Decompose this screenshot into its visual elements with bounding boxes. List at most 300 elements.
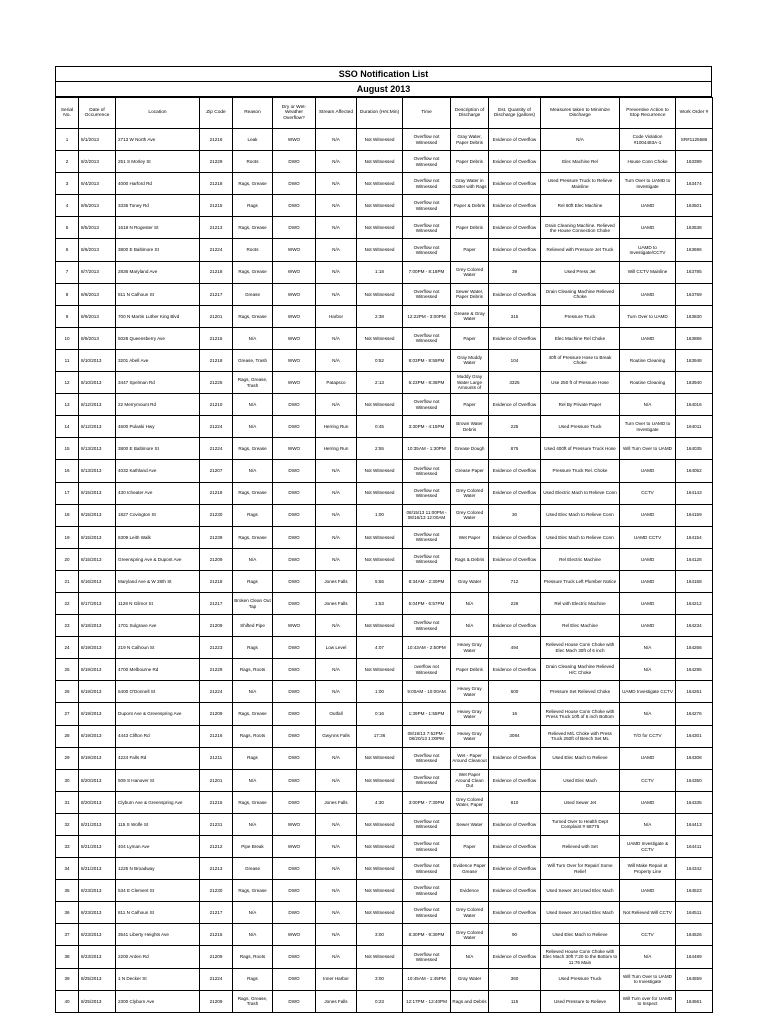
table-cell: 19 — [56, 526, 79, 548]
table-cell: Paper Debris — [451, 659, 489, 681]
table-cell: Rags, Grease — [233, 880, 273, 902]
table-cell: N/A — [233, 902, 273, 924]
table-cell: Turn Over to UAMD to Investigate — [620, 416, 676, 438]
table-cell: 21216 — [200, 725, 233, 747]
table-cell: Used Elec Mach to Relieve — [541, 924, 620, 946]
table-cell: 21215 — [200, 924, 233, 946]
table-cell: 8/10/2013 — [79, 349, 116, 371]
table-cell: 2:13 — [357, 372, 403, 394]
table-row — [56, 902, 713, 924]
table-cell: Muddy Gray Water Large Amounts of — [451, 372, 489, 394]
table-cell: Not Witnessed — [357, 813, 403, 835]
table-row — [56, 239, 713, 261]
table-cell: 115 S Wolfe St — [116, 813, 200, 835]
table-cell: 21209 — [200, 946, 233, 968]
table-cell: 8/16/2013 — [79, 570, 116, 592]
table-cell: 1:00 — [357, 681, 403, 703]
table-cell: DWO — [273, 637, 316, 659]
table-cell: 21217 — [200, 592, 233, 614]
table-cell: 31 — [56, 791, 79, 813]
table-row — [56, 526, 713, 548]
table-cell: N/A — [620, 703, 676, 725]
table-cell: 28 — [56, 725, 79, 747]
table-cell: 1:53 — [357, 592, 403, 614]
table-cell: 26 — [56, 681, 79, 703]
table-cell: 1 — [56, 129, 79, 151]
table-cell: N/A — [316, 526, 357, 548]
table-cell: 1827 Covington St — [116, 504, 200, 526]
table-cell: N/A — [233, 769, 273, 791]
table-cell: N/A — [316, 394, 357, 416]
table-cell: 164350 — [676, 769, 713, 791]
table-cell: Heavy Gray Water — [451, 725, 489, 747]
table-cell: 5028 Queensberry Ave — [116, 327, 200, 349]
table-cell: UAMD — [620, 592, 676, 614]
table-cell: N/A — [316, 924, 357, 946]
table-cell: Rags — [233, 637, 273, 659]
column-header: Duration (Hrs:Min) — [357, 98, 403, 129]
table-cell: 25 — [56, 659, 79, 681]
table-cell: Relieved House Conn Choke with Press Truck 10ft of 6 inch Bottom — [541, 703, 620, 725]
table-cell: Overflow not Witnessed — [403, 173, 451, 195]
table-cell: Drain Cleaning Machine. Relieved the House Connection Choke — [541, 217, 620, 239]
table-cell: SR#1125686 — [676, 129, 713, 151]
table-cell: Grease & Gray Water — [451, 305, 489, 327]
column-header: Serial No. — [56, 98, 79, 129]
table-cell: 2200 Arden Rd — [116, 946, 200, 968]
table-cell: Used Elec Mach to Relieve Conn — [541, 526, 620, 548]
table-cell: 8/23/2013 — [79, 924, 116, 946]
table-cell: 33 — [56, 836, 79, 858]
table-cell: DWO — [273, 460, 316, 482]
table-cell: Not Witnessed — [357, 946, 403, 968]
table-row — [56, 637, 713, 659]
table-cell: Rags — [233, 195, 273, 217]
table-cell: Evidence of Overflow — [489, 526, 541, 548]
table-cell: 8/20/2013 — [79, 769, 116, 791]
table-cell: Elec Machine Rel Choke — [541, 327, 620, 349]
table-body — [56, 129, 713, 1013]
table-cell: Overflow not Witnessed — [403, 460, 451, 482]
table-cell: 17:36 — [357, 725, 403, 747]
table-row — [56, 504, 713, 526]
table-cell: Gray Water, Paper Debris — [451, 129, 489, 151]
report-sheet — [55, 66, 712, 1013]
table-cell: Rel Elec Machine — [541, 615, 620, 637]
table-cell: Evidence of Overflow — [489, 836, 541, 858]
table-cell: DWO — [273, 592, 316, 614]
table-cell: DWO — [273, 173, 316, 195]
table-cell: Not Witnessed — [357, 173, 403, 195]
table-cell: N/A — [233, 924, 273, 946]
table-cell: 34 — [56, 858, 79, 880]
table-cell: Evidence — [451, 880, 489, 902]
table-cell: Used Pressure Truck to Relieve Mainline — [541, 173, 620, 195]
table-cell: Used Sewer Jet — [541, 791, 620, 813]
table-cell: Rags, Grease, Trash — [233, 372, 273, 394]
table-cell: Roots — [233, 239, 273, 261]
table-cell: WWO — [273, 615, 316, 637]
table-cell: 21218 — [200, 570, 233, 592]
table-cell: Used Pressure Truck — [541, 968, 620, 990]
table-cell: 8/20/2013 — [79, 791, 116, 813]
table-cell: Gwynns Falls — [316, 725, 357, 747]
table-cell: 164035 — [676, 438, 713, 460]
table-cell: 21217 — [200, 902, 233, 924]
table-cell: 4:30 — [357, 791, 403, 813]
table-cell: UAMD — [620, 548, 676, 570]
column-header: Description of Discharge — [451, 98, 489, 129]
table-cell: 164301 — [676, 725, 713, 747]
table-cell: Evidence of Overflow — [489, 460, 541, 482]
table-cell: 21211 — [200, 747, 233, 769]
table-cell: N/A — [620, 946, 676, 968]
table-cell: Rags — [233, 747, 273, 769]
table-cell: 6:30PM - 9:30PM — [403, 924, 451, 946]
table-cell: N/A — [316, 349, 357, 371]
table-cell: Sewer Water, Paper Debris — [451, 283, 489, 305]
table-cell: Evidence of Overflow — [489, 769, 541, 791]
table-cell: 3800 E Baltimore St — [116, 239, 200, 261]
table-cell: 6 — [56, 239, 79, 261]
table-cell: Maryland Ave & W 28th St — [116, 570, 200, 592]
table-cell: N/A — [316, 858, 357, 880]
table-cell: Rel with Electric Machine — [541, 592, 620, 614]
table-cell: 8 — [56, 283, 79, 305]
table-cell: 21215 — [200, 195, 233, 217]
table-cell: 8/13/2013 — [79, 460, 116, 482]
table-cell: 8/23/2013 — [79, 946, 116, 968]
table-cell: Rags, Grease — [233, 173, 273, 195]
table-cell: Not Witnessed — [357, 283, 403, 305]
table-cell: N/A — [451, 946, 489, 968]
table-cell: Evidence Paper Grease — [451, 858, 489, 880]
table-cell: Overflow not Witnessed — [403, 526, 451, 548]
table-row — [56, 615, 713, 637]
table-cell: Evidence of Overflow — [489, 615, 541, 637]
table-cell: Drain Cleaning Machine Relieved Choke — [541, 283, 620, 305]
table-cell: 8/19/2013 — [79, 681, 116, 703]
table-cell: Pressure Truck — [541, 305, 620, 327]
table-cell: Clyburn Ave & Greenspring Ave — [116, 791, 200, 813]
table-cell: 163948 — [676, 349, 713, 371]
table-cell: N/A — [316, 769, 357, 791]
table-cell: 226 — [489, 592, 541, 614]
table-cell: DWO — [273, 217, 316, 239]
table-cell: N/A — [541, 129, 620, 151]
table-cell: N/A — [233, 416, 273, 438]
column-header: Time — [403, 98, 451, 129]
table-cell: Evidence of Overflow — [489, 548, 541, 570]
table-cell: 18 — [56, 504, 79, 526]
table-cell: Paper — [451, 394, 489, 416]
table-cell: DWO — [273, 769, 316, 791]
table-cell: 8/19/2013 — [79, 747, 116, 769]
table-cell: Grease, Trash — [233, 349, 273, 371]
table-cell: Dupont Ave & Greenspring Ave — [116, 703, 200, 725]
table-cell: Relieved with Set — [541, 836, 620, 858]
table-cell: CCTV — [620, 924, 676, 946]
table-cell: Not Witnessed — [357, 460, 403, 482]
table-cell: Wet Paper — [451, 526, 489, 548]
table-cell: DWO — [273, 394, 316, 416]
table-cell: N/A — [620, 394, 676, 416]
table-cell: 164523 — [676, 880, 713, 902]
table-cell: Overflow not Witnessed — [403, 880, 451, 902]
table-cell: 811 N Calhoun St — [116, 902, 200, 924]
table-cell: Elec Machine Rel — [541, 151, 620, 173]
report-title: SSO Notification List — [55, 66, 712, 81]
table-cell: Herring Run — [316, 438, 357, 460]
table-cell: UAMD — [620, 460, 676, 482]
table-cell: 164335 — [676, 791, 713, 813]
table-cell: 8/19/2013 — [79, 703, 116, 725]
table-cell: Grey Colored Water — [451, 261, 489, 283]
table-cell: 163830 — [676, 305, 713, 327]
table-row — [56, 570, 713, 592]
table-cell: Not Witnessed — [357, 902, 403, 924]
table-cell: Evidence of Overflow — [489, 327, 541, 349]
table-cell: Used Electric Mach to Relieve Conn — [541, 482, 620, 504]
table-cell: UAMD — [620, 791, 676, 813]
table-cell: Rags, Grease — [233, 791, 273, 813]
table-cell: UAMD Investigate CCTV — [620, 681, 676, 703]
table-cell: N/A — [316, 151, 357, 173]
table-cell: 4 — [56, 195, 79, 217]
table-cell: Will Turn Over to UAMD to Investigate — [620, 968, 676, 990]
table-cell: DWO — [273, 570, 316, 592]
table-cell: Not Witnessed — [357, 394, 403, 416]
table-cell: 21224 — [200, 681, 233, 703]
table-cell: Drain Cleaning Machine Relieved H/C Choke — [541, 659, 620, 681]
table-cell: 4600 Pulaski Hwy — [116, 416, 200, 438]
table-row — [56, 836, 713, 858]
table-cell: 4032 Kathland Ave — [116, 460, 200, 482]
table-cell: Evidence of Overflow — [489, 813, 541, 835]
table-cell: 32 — [56, 813, 79, 835]
table-cell: Rags, Grease — [233, 482, 273, 504]
table-cell: Heavy Gray Water — [451, 681, 489, 703]
table-row — [56, 394, 713, 416]
table-cell: Rags, Grease — [233, 261, 273, 283]
table-cell: 13 — [56, 394, 79, 416]
table-cell: Overflow not Witnessed — [403, 769, 451, 791]
table-cell: Will Turn Over to UAMD — [620, 438, 676, 460]
table-cell: 5:04PM - 6:57PM — [403, 592, 451, 614]
table-cell: 6309 Leith Walk — [116, 526, 200, 548]
table-cell: 3:00 — [357, 968, 403, 990]
table-cell: Rel 60ft Elec Machine — [541, 195, 620, 217]
table-cell: DWO — [273, 659, 316, 681]
table-cell: N/A — [316, 504, 357, 526]
table-cell: WWO — [273, 813, 316, 835]
table-cell: 1701 Sulgrave Ave — [116, 615, 200, 637]
table-cell: Overflow not Witnessed — [403, 615, 451, 637]
table-cell: DWO — [273, 858, 316, 880]
table-cell: Evidence of Overflow — [489, 129, 541, 151]
table-row — [56, 129, 713, 151]
table-row — [56, 924, 713, 946]
table-cell: 1:39PM - 1:55PM — [403, 703, 451, 725]
table-cell: 164154 — [676, 526, 713, 548]
table-cell: 8/13/2013 — [79, 438, 116, 460]
table-cell: Broken Clean Out Tap — [233, 592, 273, 614]
table-cell: N/A — [316, 813, 357, 835]
table-cell: Gray Water — [451, 570, 489, 592]
table-cell: WWO — [273, 129, 316, 151]
table-cell: 164342 — [676, 858, 713, 880]
table-cell: DWO — [273, 151, 316, 173]
table-cell: 3:00 — [357, 924, 403, 946]
table-cell: 3336 Toney Rd — [116, 195, 200, 217]
table-cell: Grease — [233, 858, 273, 880]
table-cell: Not Witnessed — [357, 239, 403, 261]
table-cell: Overflow not Witnessed — [403, 394, 451, 416]
table-cell: Not Relieved Will CCTV — [620, 902, 676, 924]
column-header: Preventive Action to Stop Recurrence — [620, 98, 676, 129]
table-cell: 7 — [56, 261, 79, 283]
table-cell: 10 — [56, 327, 79, 349]
table-cell: Evidence of Overflow — [489, 659, 541, 681]
table-cell: Sewer Water — [451, 813, 489, 835]
table-cell: WWO — [273, 349, 316, 371]
table-cell: 08/19/13 7:52PM - 08/20/13 1:00PM — [403, 725, 451, 747]
table-cell: 164276 — [676, 703, 713, 725]
table-cell: DWO — [273, 681, 316, 703]
table-row — [56, 195, 713, 217]
table-cell: 21215 — [200, 791, 233, 813]
table-cell: 163769 — [676, 283, 713, 305]
table-cell: 1:00 — [357, 504, 403, 526]
table-cell: N/A — [233, 394, 273, 416]
table-cell: 164261 — [676, 681, 713, 703]
table-cell: 3800 E Baltimore St — [116, 438, 200, 460]
table-cell: CCTV — [620, 769, 676, 791]
table-row — [56, 747, 713, 769]
table-cell: 29 — [56, 747, 79, 769]
table-cell: N/A — [451, 592, 489, 614]
table-row — [56, 283, 713, 305]
table-cell: Not Witnessed — [357, 615, 403, 637]
table-cell: Gray Muddy Water — [451, 349, 489, 371]
table-cell: 8:34AM - 2:30PM — [403, 570, 451, 592]
table-cell: Overflow not Witnessed — [403, 129, 451, 151]
table-cell: 15 — [56, 438, 79, 460]
table-cell: 21 — [56, 570, 79, 592]
table-cell: DWO — [273, 482, 316, 504]
table-cell: 8/18/2013 — [79, 615, 116, 637]
table-header — [56, 98, 713, 129]
table-row — [56, 681, 713, 703]
table-cell: Overflow not Witnessed — [403, 946, 451, 968]
table-row — [56, 946, 713, 968]
table-cell: Brown Water Debris — [451, 416, 489, 438]
table-cell: 10:43AM - 2:50PM — [403, 637, 451, 659]
table-cell: Greenspring Ave & Dupont Ave — [116, 548, 200, 570]
table-cell: Overflow not Witnessed — [403, 482, 451, 504]
table-cell: UAMD — [620, 195, 676, 217]
table-cell: N/A — [316, 217, 357, 239]
table-cell: 7:00PM - 8:18PM — [403, 261, 451, 283]
table-cell: Not Witnessed — [357, 769, 403, 791]
table-cell: Evidence of Overflow — [489, 217, 541, 239]
table-cell: Overflow not Witnessed — [403, 283, 451, 305]
table-cell: N/A — [316, 129, 357, 151]
table-cell: UAMD — [620, 217, 676, 239]
table-cell: 8/23/2013 — [79, 880, 116, 902]
table-cell: N/A — [316, 173, 357, 195]
table-cell: 4224 Falls Rd — [116, 747, 200, 769]
table-cell: Code Violation #1004483A-1 — [620, 129, 676, 151]
table-cell: Rags & Debris — [451, 548, 489, 570]
table-cell: 8/5/2013 — [79, 217, 116, 239]
report-month: August 2013 — [55, 81, 712, 97]
table-cell: Grey Colored Water — [451, 924, 489, 946]
table-cell: DWO — [273, 791, 316, 813]
table-cell: 494 — [489, 637, 541, 659]
table-cell: 164308 — [676, 747, 713, 769]
table-cell: Leak — [233, 129, 273, 151]
table-cell: 164295 — [676, 659, 713, 681]
table-cell: Evidence of Overflow — [489, 283, 541, 305]
table-cell: Low Level — [316, 637, 357, 659]
column-header: Measures taken to Minimize Discharge — [541, 98, 620, 129]
table-cell: Rel Electric Machine — [541, 548, 620, 570]
table-cell: 20 — [56, 548, 79, 570]
table-cell: 8/17/2013 — [79, 592, 116, 614]
table-cell: Overflow not Witnessed — [403, 195, 451, 217]
table-cell: 39 — [489, 261, 541, 283]
table-cell: N/A — [316, 460, 357, 482]
table-cell: N/A — [233, 681, 273, 703]
table-cell: Gray Water in Gutter with Rags — [451, 173, 489, 195]
table-cell: Grey Colored Water — [451, 902, 489, 924]
table-cell: Not Witnessed — [357, 151, 403, 173]
table-cell: Jones Falls — [316, 592, 357, 614]
table-cell: Rags, Grease — [233, 438, 273, 460]
table-cell: 90 — [489, 924, 541, 946]
table-cell: Gray Water — [451, 968, 489, 990]
table-cell: 430 Icheater Ave — [116, 482, 200, 504]
table-cell: Evidence of Overflow — [489, 195, 541, 217]
column-header: Reason — [233, 98, 273, 129]
table-cell: 11 — [56, 349, 79, 371]
table-cell: Rags, Roots — [233, 946, 273, 968]
table-row — [56, 659, 713, 681]
table-cell: Used Elec Mach to Relieve Conn — [541, 504, 620, 526]
table-cell: 16 — [56, 460, 79, 482]
table-cell: Rags — [233, 570, 273, 592]
table-cell: DWO — [273, 548, 316, 570]
table-cell: 3 — [56, 173, 79, 195]
table-row — [56, 813, 713, 835]
sso-table — [55, 97, 713, 1013]
table-row — [56, 372, 713, 394]
table-cell: Not Witnessed — [357, 858, 403, 880]
table-cell: Paper & Debris — [451, 195, 489, 217]
table-cell: 8/2/2013 — [79, 151, 116, 173]
table-cell: 22 Merrymount Rd — [116, 394, 200, 416]
table-cell: Used 400ft of Pressure Truck Hose — [541, 438, 620, 460]
table-cell: WWO — [273, 836, 316, 858]
table-cell: 21239 — [200, 526, 233, 548]
table-cell: 8/12/2013 — [79, 416, 116, 438]
table-cell: 21212 — [200, 836, 233, 858]
table-cell: Grease — [233, 283, 273, 305]
table-cell: 509 S Hanover St — [116, 769, 200, 791]
table-row — [56, 880, 713, 902]
table-cell: UAMD — [620, 747, 676, 769]
